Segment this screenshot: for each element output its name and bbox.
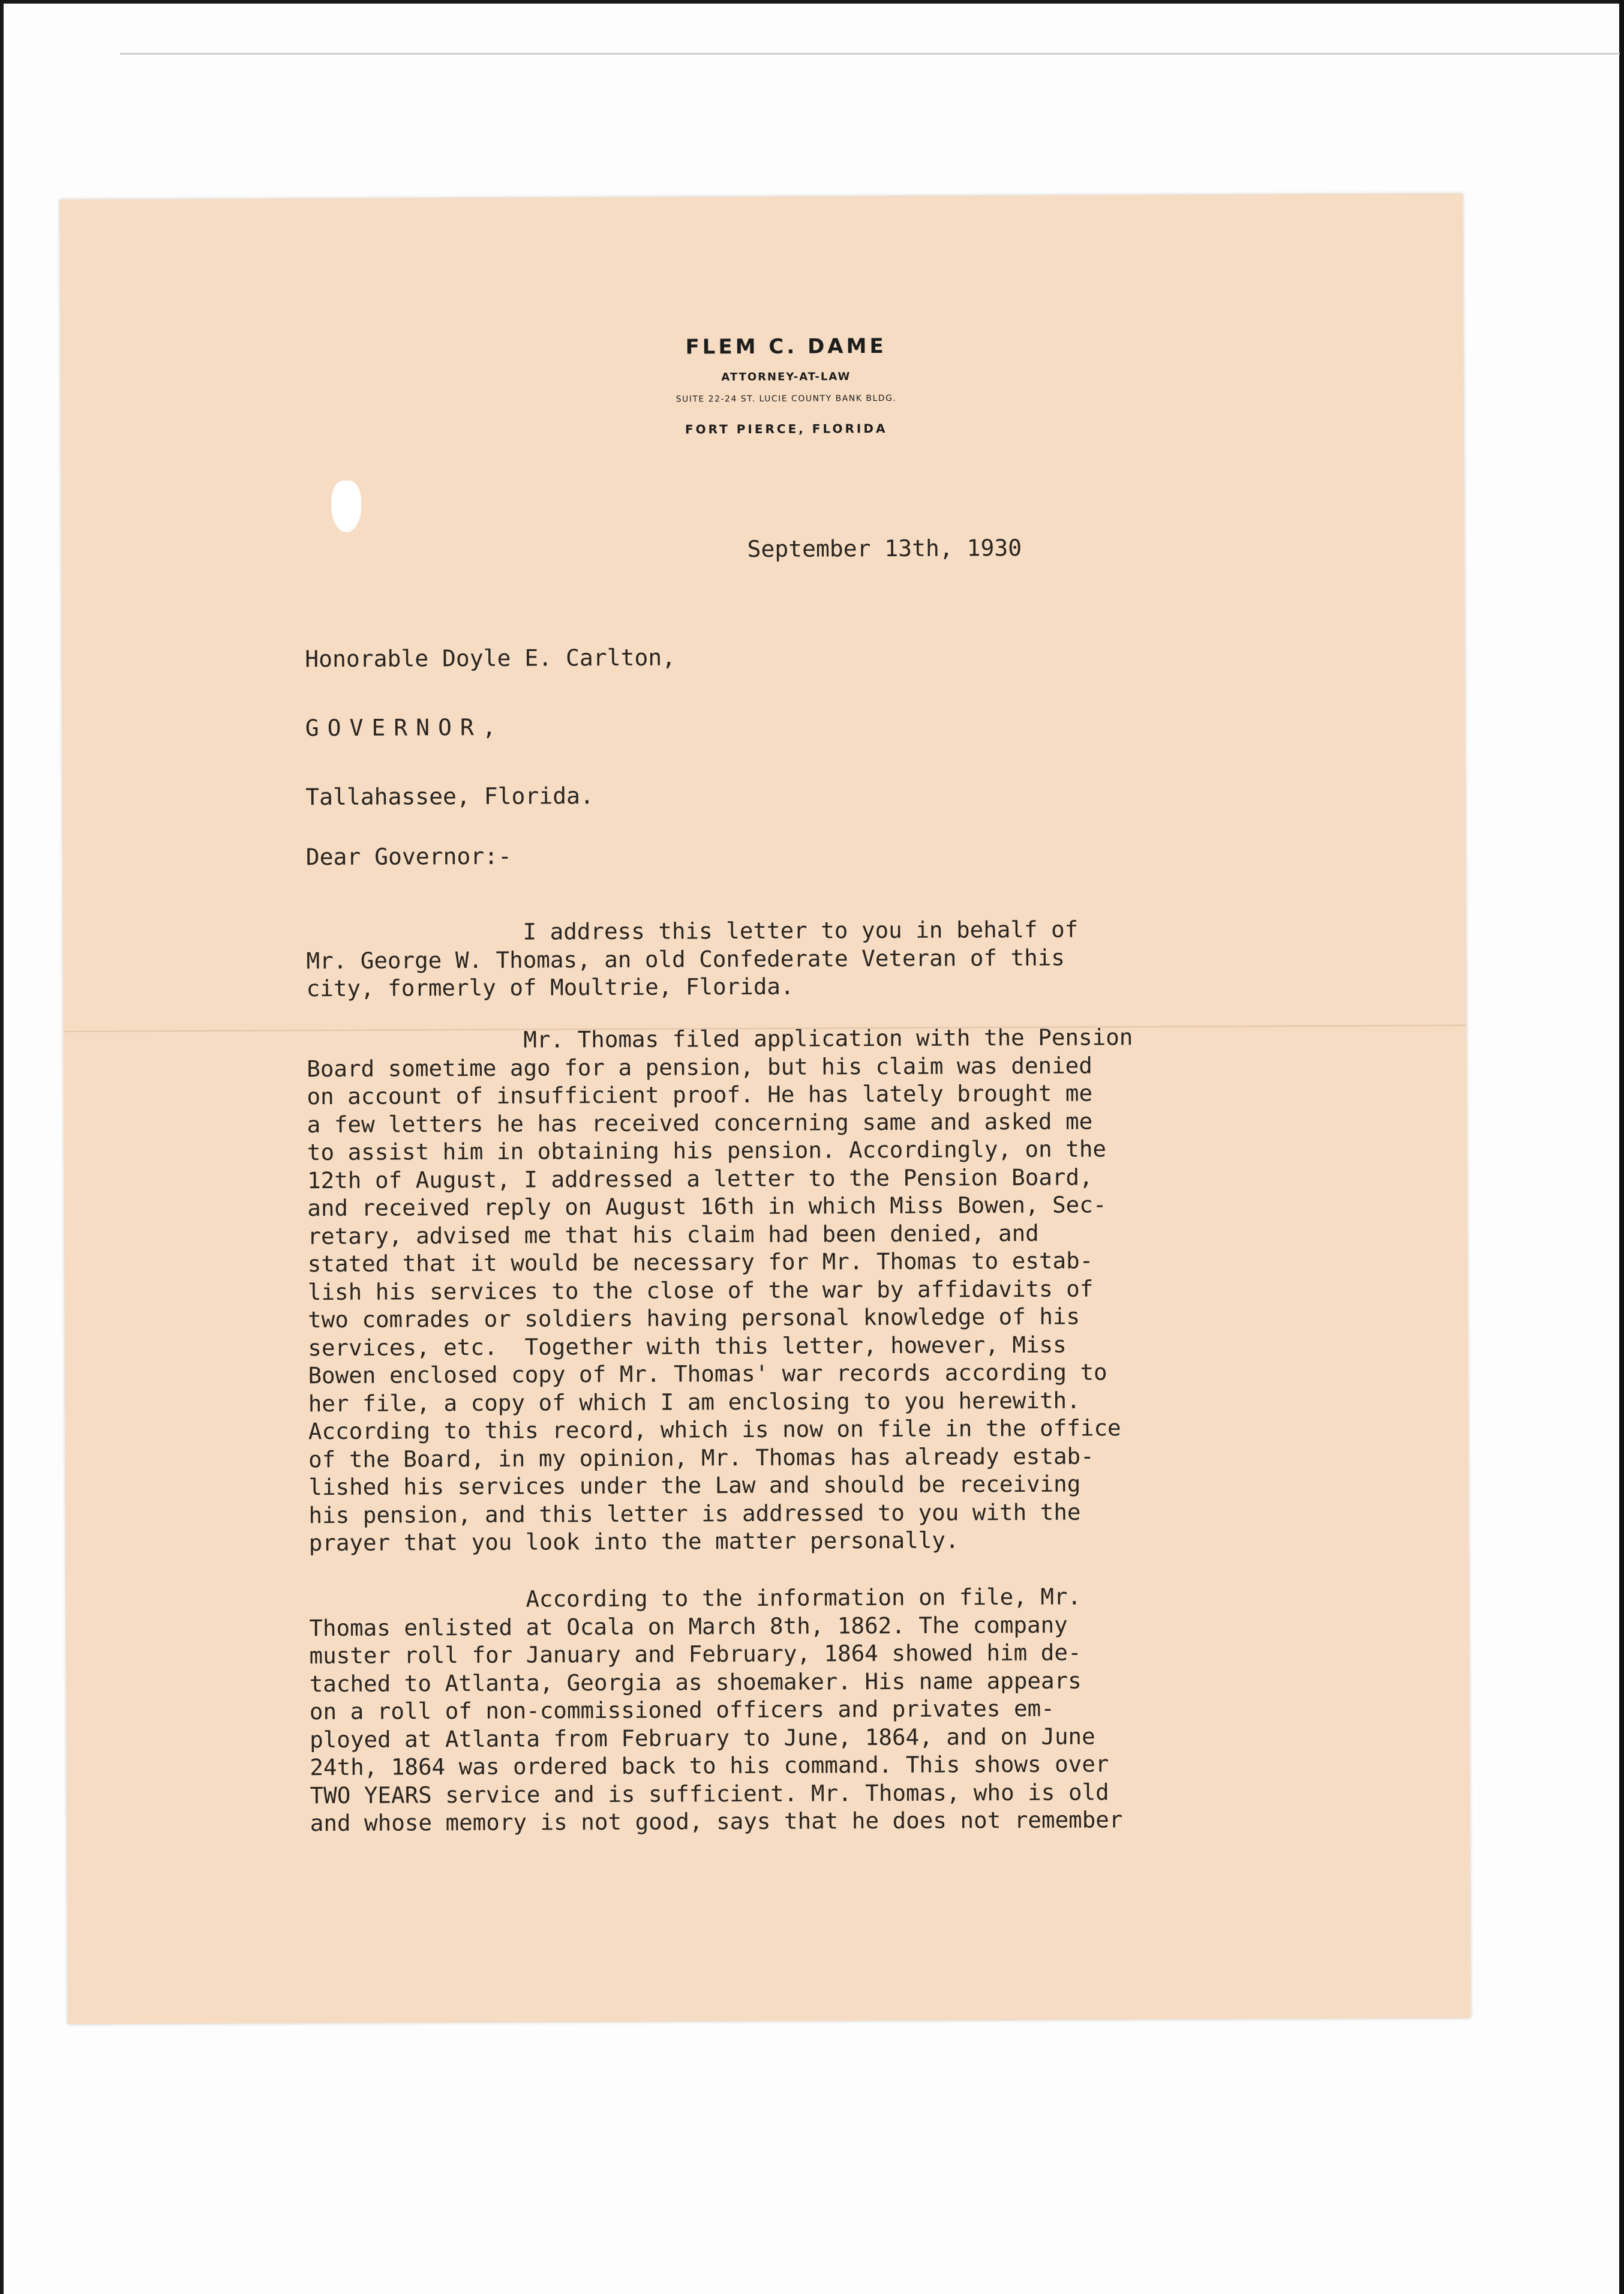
letterhead-name: FLEM C. DAME	[685, 334, 887, 359]
recipient-name: Honorable Doyle E. Carlton,	[305, 644, 676, 673]
letterhead-city: FORT PIERCE, FLORIDA	[685, 421, 888, 437]
scan-edge-top	[0, 0, 1624, 4]
salutation: Dear Governor:-	[305, 842, 512, 871]
letter-date: September 13th, 1930	[747, 535, 1022, 563]
letterhead	[61, 332, 1464, 439]
recipient-city: Tallahassee, Florida.	[305, 782, 594, 811]
scan-edge-left	[0, 0, 4, 2294]
body-paragraph-2: Mr. Thomas filed application with the Pension Board sometime ago for a pension, but his claim was denied on account of insufficient proof. He has lately brought me a few letters he has received concerning same and asked me to assist him in obtaining his pension. Accordingly, on the 12th of August, I addressed a letter to the Pension Board, and received reply on August 16th in which Miss Bowen, Sec- retary, advised me that his claim had been denied, and stated that it would be necessary for Mr. Thomas to estab- lish his services to the close of the war by affidavits of two comrades or soldiers having personal knowledge of his services, etc. Together with this letter, however, Miss Bowen enclosed copy of Mr. Thomas' war records according to her file, a copy of which I am enclosing to you herewith. According to this record, which is now on file in the office of the Board, in my opinion, Mr. Thomas has already estab- lished his services under the Law and should be receiving his pension, and this letter is addressed to you with the prayer that you look into the matter personally.	[307, 1024, 1133, 1557]
scanner-rule	[120, 53, 1620, 55]
body-paragraph-3: According to the information on file, Mr. Thomas enlisted at Ocala on March 8th, 1862. The company muster roll for January and February, 1864 showed him de- tached to Atlanta, Georgia as shoemaker. His name appears on a roll of non-commissioned officers and privates em- ployed at Atlanta from February to June, 1864, and on June 24th, 1864 was ordered back to his command. This shows over TWO YEARS service and is sufficient. Mr. Thomas, who is old and whose memory is not good, says that he does not remember	[309, 1583, 1123, 1837]
letterhead-address: SUITE 22-24 ST. LUCIE COUNTY BANK BLDG.	[676, 393, 897, 404]
letterhead-title: ATTORNEY-AT-LAW	[721, 370, 851, 384]
paper-hole	[331, 481, 361, 532]
letter-page	[60, 194, 1470, 2024]
body-paragraph-1: I address this letter to you in behalf of Mr. George W. Thomas, an old Confederate Veteran of this city, formerly of Moultrie, Florida.	[306, 916, 1079, 1002]
recipient-title: GOVERNOR,	[305, 713, 505, 742]
scan-edge-right	[1619, 0, 1624, 2294]
